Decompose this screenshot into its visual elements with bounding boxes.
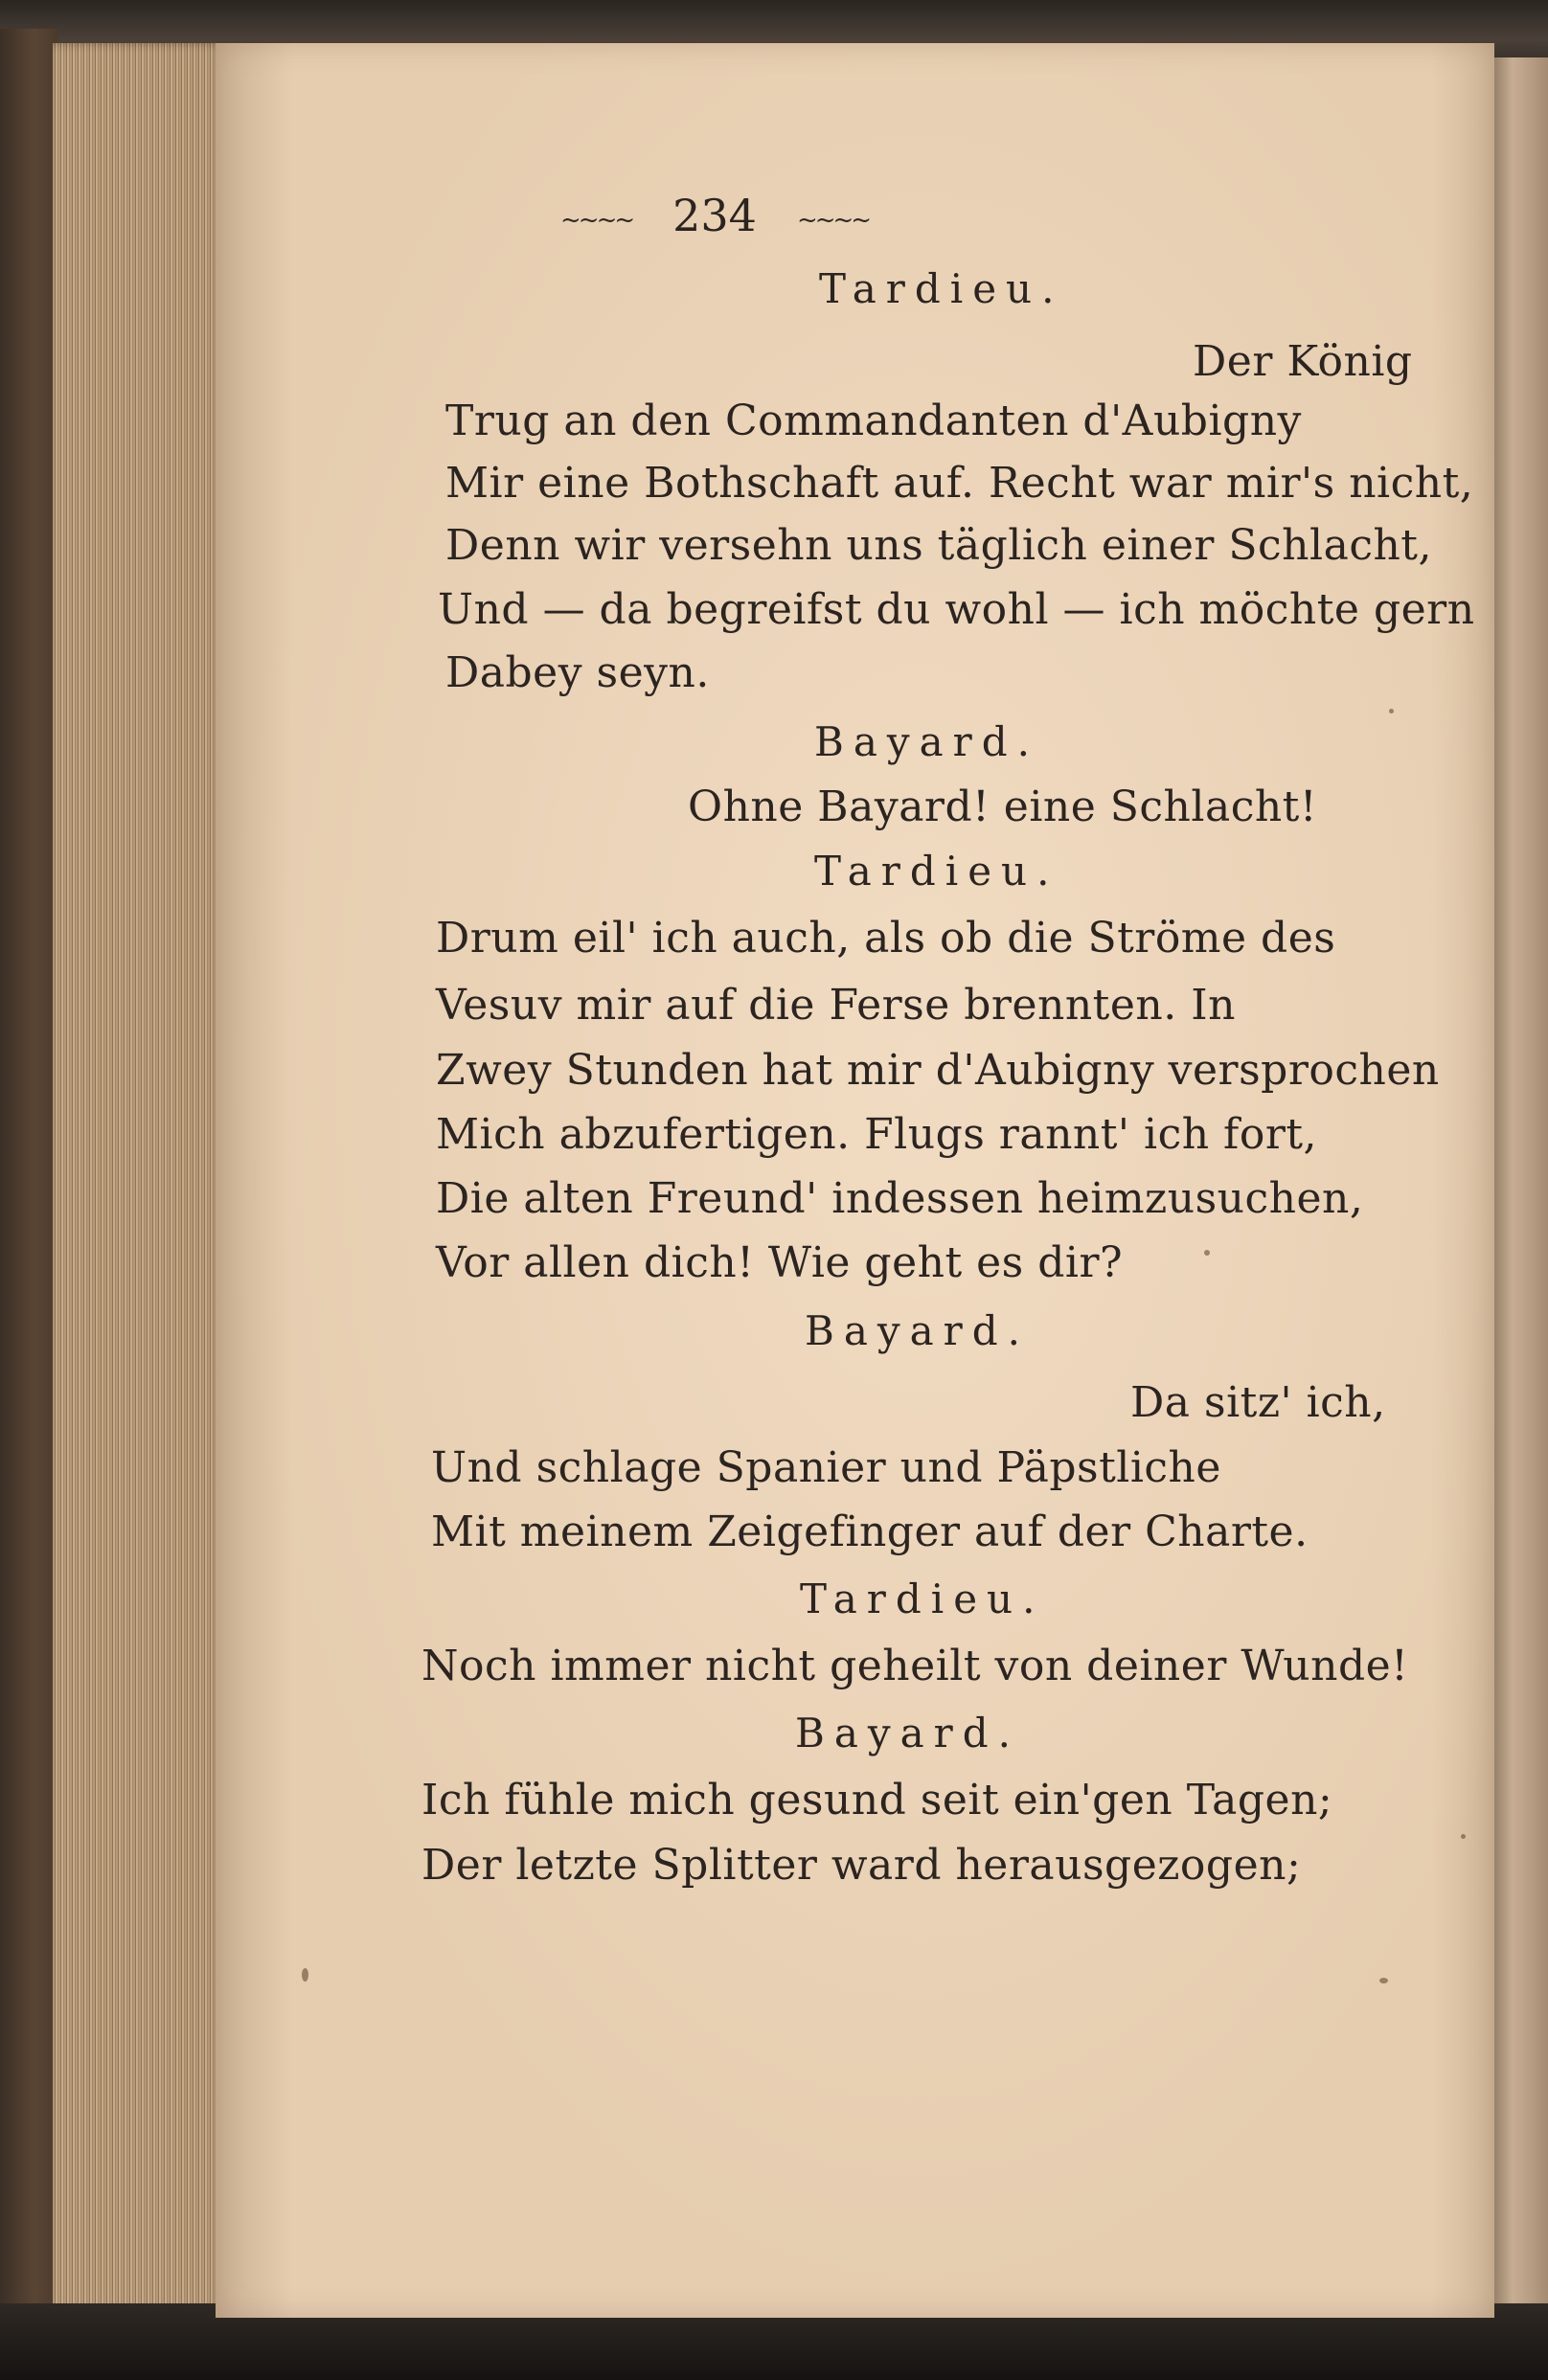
verse-line: Trug an den Commandanten d'Aubigny (445, 397, 1302, 445)
verse-line: Da sitz' ich, (1130, 1378, 1386, 1427)
verse-line: Zwey Stunden hat mir d'Aubigny versprochen (436, 1046, 1440, 1095)
verse-line: Ohne Bayard! eine Schlacht! (688, 782, 1318, 831)
verse-line: Der letzte Splitter ward herausgezogen; (421, 1841, 1302, 1890)
verse-line: Dabey seyn. (445, 648, 710, 697)
verse-line: Mit meinem Zeigefinger auf der Charte. (431, 1507, 1309, 1556)
verse-line: Die alten Freund' indessen heimzusuchen, (436, 1174, 1364, 1223)
verse-line: Vor allen dich! Wie geht es dir? (436, 1238, 1124, 1287)
page-header (560, 187, 1154, 249)
speaker-heading: Bayard. (795, 1710, 1020, 1757)
verse-line: Mir eine Bothschaft auf. Recht war mir's nicht, (445, 459, 1474, 508)
speaker-heading: Tardieu. (814, 848, 1059, 895)
verse-line: Der König (1193, 337, 1413, 386)
verse-line: Und — da begreifst du wohl — ich möchte gern (438, 585, 1475, 634)
speaker-heading: Bayard. (805, 1307, 1030, 1354)
verse-line: Und schlage Spanier und Päpstliche (431, 1443, 1221, 1492)
verse-line: Drum eil' ich auch, als ob die Ströme des (436, 914, 1336, 963)
verse-line: Noch immer nicht geheilt von deiner Wunde! (421, 1642, 1409, 1690)
speaker-heading: Bayard. (814, 718, 1039, 765)
page-number: 234 (672, 190, 757, 241)
flourish-right: ~~~~ (796, 205, 870, 235)
flourish-left: ~~~~ (560, 205, 633, 235)
verse-line: Ich fühle mich gesund seit ein'gen Tagen; (421, 1776, 1333, 1825)
verse-line: Mich abzufertigen. Flugs rannt' ich fort, (436, 1110, 1318, 1159)
verse-line: Denn wir versehn uns täglich einer Schlacht, (445, 521, 1432, 570)
speaker-heading: Tardieu. (800, 1575, 1045, 1622)
speaker-heading: Tardieu. (819, 265, 1064, 312)
verse-line: Vesuv mir auf die Ferse brennten. In (436, 981, 1236, 1030)
